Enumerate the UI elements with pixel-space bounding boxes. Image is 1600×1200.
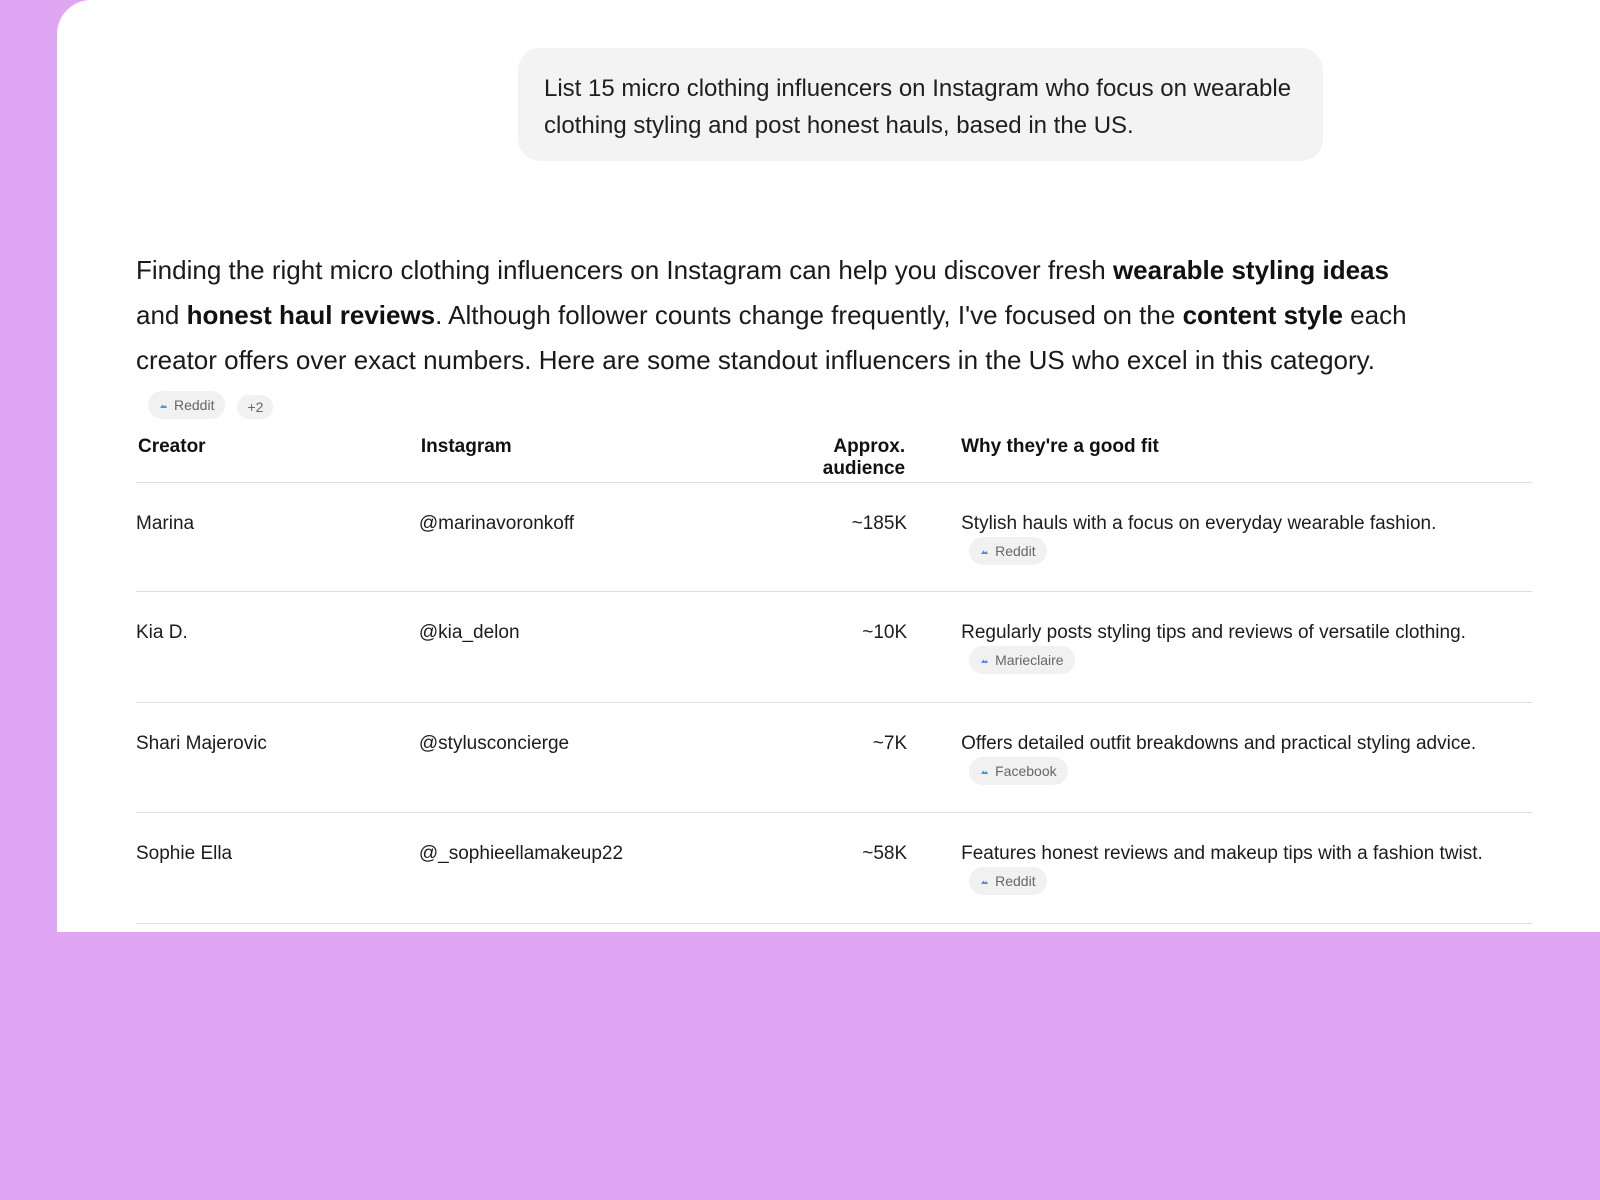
answer-text-1: Finding the right micro clothing influencers on Instagram can help you discover fresh bbox=[136, 255, 1113, 285]
fit-reason bbox=[907, 813, 1532, 924]
answer-text-4: each creator offers over exact numbers. Here are some standout influencers in the US who excel in this category. bbox=[136, 300, 1407, 375]
answer-bold-3: content style bbox=[1182, 300, 1343, 330]
table-row bbox=[136, 592, 1532, 703]
source-chip[interactable] bbox=[148, 391, 225, 419]
instagram-handle: @_sophieellamakeup22 bbox=[419, 813, 751, 924]
source-link-icon bbox=[980, 767, 989, 776]
more-sources-chip[interactable]: +2 bbox=[237, 395, 273, 419]
header-creator: Creator bbox=[136, 436, 419, 483]
creator-name: Marina bbox=[136, 483, 419, 592]
source-link-icon bbox=[980, 656, 989, 665]
table-row bbox=[136, 483, 1532, 592]
header-why: Why they're a good fit bbox=[907, 436, 1532, 483]
fit-reason-text: Features honest reviews and makeup tips with a fashion twist. bbox=[961, 843, 1483, 864]
source-link-icon bbox=[980, 877, 989, 886]
table-row bbox=[136, 703, 1532, 813]
answer-text-3: . Although follower counts change frequently, I've focused on the bbox=[435, 300, 1183, 330]
source-chip-label: Reddit bbox=[174, 397, 215, 414]
chat-panel bbox=[57, 0, 1600, 932]
instagram-handle: @stylusconcierge bbox=[419, 703, 751, 813]
creator-name: Kia D. bbox=[136, 592, 419, 703]
source-chip[interactable] bbox=[969, 537, 1046, 565]
source-chip-label: Marieclaire bbox=[995, 652, 1064, 668]
header-instagram: Instagram bbox=[419, 436, 751, 483]
user-message-bubble bbox=[518, 48, 1323, 161]
fit-reason bbox=[907, 592, 1532, 703]
source-chip[interactable] bbox=[969, 757, 1067, 785]
answer-bold-2: honest haul reviews bbox=[186, 300, 436, 330]
table-row bbox=[136, 813, 1532, 924]
fit-reason bbox=[907, 483, 1532, 592]
audience-size: ~7K bbox=[751, 703, 907, 813]
source-link-icon bbox=[980, 547, 989, 556]
instagram-handle: @marinavoronkoff bbox=[419, 483, 751, 592]
answer-bold-1: wearable styling ideas bbox=[1112, 255, 1389, 285]
source-chip[interactable] bbox=[969, 867, 1046, 895]
answer-text-2: and bbox=[136, 300, 187, 330]
table-header-row bbox=[136, 436, 1532, 483]
source-chip-label: Reddit bbox=[995, 873, 1036, 889]
instagram-handle: @kia_delon bbox=[419, 592, 751, 703]
influencer-table bbox=[136, 436, 1532, 924]
audience-size: ~185K bbox=[751, 483, 907, 592]
header-audience: Approx. audience bbox=[751, 436, 907, 483]
creator-name: Shari Majerovic bbox=[136, 703, 419, 813]
source-chip-label: Facebook bbox=[995, 763, 1057, 779]
assistant-answer bbox=[136, 248, 1436, 428]
fit-reason-text: Stylish hauls with a focus on everyday wearable fashion. bbox=[961, 513, 1437, 534]
source-chip[interactable] bbox=[969, 646, 1074, 674]
creator-name: Sophie Ella bbox=[136, 813, 419, 924]
fit-reason-text: Regularly posts styling tips and reviews of versatile clothing. bbox=[961, 622, 1466, 643]
audience-size: ~58K bbox=[751, 813, 907, 924]
user-message-text: List 15 micro clothing influencers on Instagram who focus on wearable clothing styling and post honest hauls, based in the US. bbox=[544, 75, 1292, 139]
source-link-icon bbox=[159, 401, 168, 410]
fit-reason bbox=[907, 703, 1532, 813]
fit-reason-text: Offers detailed outfit breakdowns and practical styling advice. bbox=[961, 733, 1477, 754]
source-chip-label: Reddit bbox=[995, 543, 1036, 559]
audience-size: ~10K bbox=[751, 592, 907, 703]
